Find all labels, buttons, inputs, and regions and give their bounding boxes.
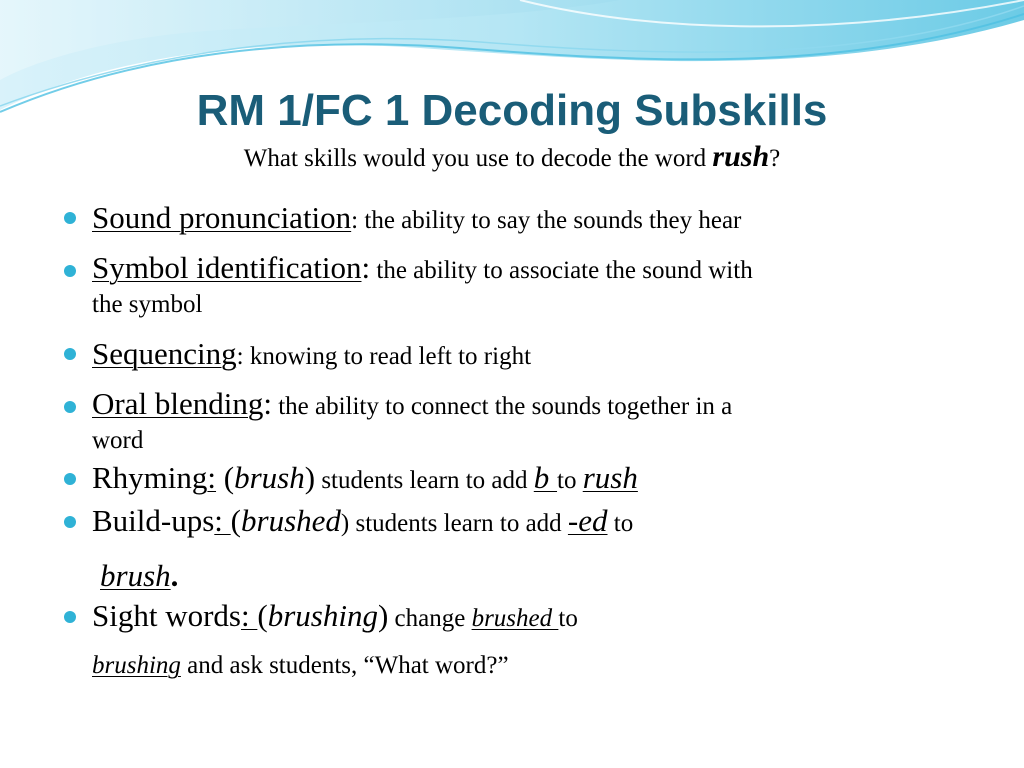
target-word: brush bbox=[100, 558, 171, 593]
added-suffix: -ed bbox=[567, 503, 608, 538]
bullet-description: students learn to add bbox=[349, 510, 568, 537]
bullet-sequencing bbox=[92, 332, 952, 382]
to-word: to bbox=[557, 467, 583, 494]
bullet-oral-blending bbox=[92, 386, 952, 454]
bullet-dot-icon bbox=[64, 348, 76, 360]
bullet-description: : knowing to read left to right bbox=[236, 343, 532, 370]
change-word: change bbox=[388, 605, 472, 632]
bullet-description: students learn to add bbox=[315, 467, 534, 494]
bullet-description: the ability to connect the sounds together in a bbox=[271, 393, 733, 420]
to-word: to bbox=[558, 605, 578, 632]
example-open-paren: ( bbox=[257, 598, 268, 633]
example-open-paren: ( bbox=[216, 460, 235, 495]
bullet-dot-icon bbox=[64, 401, 76, 413]
example-word: brush bbox=[234, 460, 305, 495]
example-word: brushing bbox=[267, 598, 378, 633]
bullet-colon: : bbox=[361, 250, 371, 285]
example-word: brushed bbox=[241, 503, 341, 538]
to-word: to bbox=[607, 510, 634, 537]
bullet-term: Rhyming bbox=[92, 460, 208, 495]
example-open-paren: ( bbox=[230, 503, 241, 538]
bullet-colon: : bbox=[241, 598, 258, 633]
bullet-description-continued: word bbox=[92, 427, 144, 454]
bullet-dot-icon bbox=[64, 212, 76, 224]
period: . bbox=[170, 558, 179, 593]
target-word: rush bbox=[582, 460, 638, 495]
slide-subtitle bbox=[0, 140, 1024, 176]
bullet-colon: : bbox=[207, 460, 217, 495]
bullet-sound-pronunciation bbox=[92, 196, 952, 246]
sight-words-continuation bbox=[92, 646, 952, 689]
bullet-dot-icon bbox=[64, 516, 76, 528]
bullet-description: and ask students, “What word?” bbox=[180, 652, 509, 679]
bullet-description-continued: the symbol bbox=[92, 291, 203, 318]
bullet-colon: : bbox=[214, 503, 231, 538]
source-word: brushed bbox=[471, 605, 559, 632]
bullet-term: Oral blending bbox=[92, 386, 264, 421]
bullet-description: the ability to associate the sound with bbox=[370, 257, 753, 284]
bullet-term: Sight words bbox=[92, 598, 241, 633]
subtitle-prefix: What skills would you use to decode the word bbox=[243, 145, 713, 172]
bullet-dot-icon bbox=[64, 611, 76, 623]
target-word: brushing bbox=[92, 652, 181, 679]
bullet-description: : the ability to say the sounds they hear bbox=[351, 207, 742, 234]
example-close-paren: ) bbox=[340, 510, 350, 537]
example-close-paren: ) bbox=[377, 598, 389, 633]
bullet-term: Symbol identification bbox=[92, 250, 362, 285]
bullet-dot-icon bbox=[64, 473, 76, 485]
bullet-dot-icon bbox=[64, 265, 76, 277]
bullet-term: Sound pronunciation bbox=[92, 200, 352, 235]
bullet-symbol-identification bbox=[92, 250, 952, 318]
bullet-colon: : bbox=[263, 386, 272, 421]
bullet-term: Build-ups bbox=[92, 503, 215, 538]
subtitle-suffix: ? bbox=[769, 145, 781, 172]
bullet-term: Sequencing bbox=[92, 336, 237, 371]
added-letter: b bbox=[533, 460, 558, 495]
subtitle-keyword: rush bbox=[712, 140, 770, 173]
slide-title: RM 1/FC 1 Decoding Subskills bbox=[196, 86, 828, 135]
bullet-rhyming bbox=[92, 458, 952, 504]
bullet-sight-words bbox=[92, 596, 952, 642]
example-close-paren: ) bbox=[304, 460, 316, 495]
bullet-build-ups bbox=[92, 501, 952, 547]
